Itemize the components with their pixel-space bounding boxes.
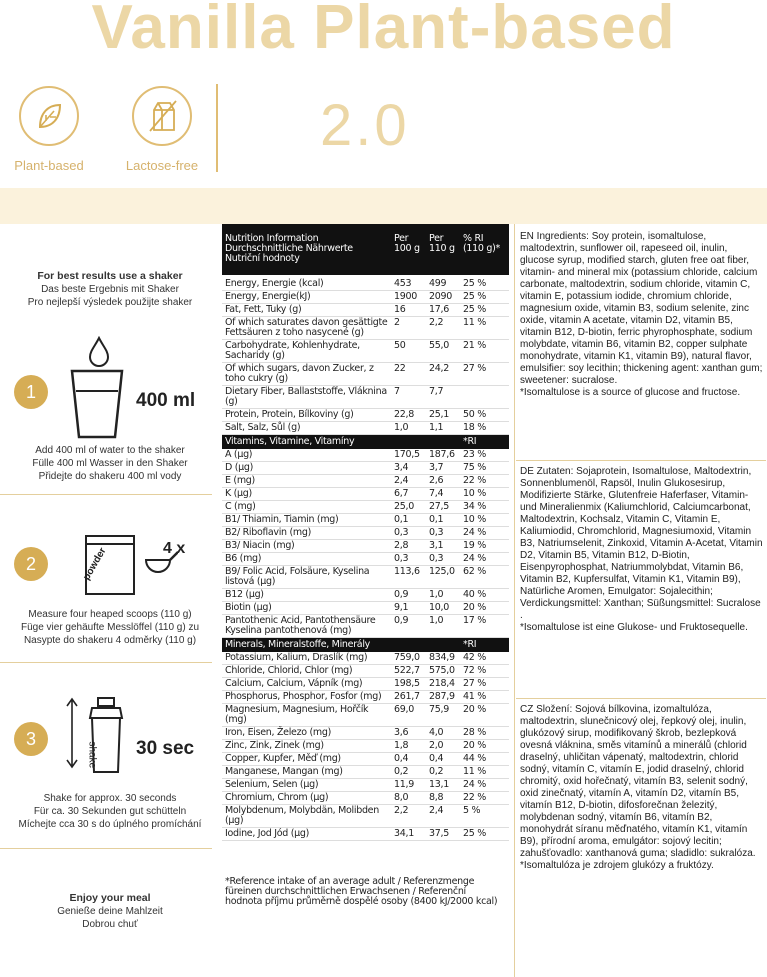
feature-plant-based — [4, 86, 94, 173]
value-per-110g: 27,5 — [429, 501, 449, 512]
value-per-100g: 22 — [394, 363, 406, 374]
enjoy-cz: Dobrou chuť — [82, 919, 138, 930]
nutrient-name: Copper, Kupfer, Měď (mg) — [225, 753, 341, 764]
value-per-100g: 0,3 — [394, 553, 409, 564]
col-per-110-unit: 110 g — [429, 243, 455, 254]
value-per-100g: 113,6 — [394, 566, 420, 577]
nutrition-row — [222, 304, 509, 317]
value-per-110g: 187,6 — [429, 449, 455, 460]
value-per-110g: 10,0 — [429, 602, 449, 613]
step-3-en: Shake for approx. 30 seconds — [43, 793, 177, 804]
value-per-110g: 575,0 — [429, 665, 455, 676]
cup-icon — [68, 367, 126, 441]
nutrient-name: Chloride, Chlorid, Chlor (mg) — [225, 665, 353, 676]
shake-label: shake — [86, 741, 98, 769]
value-ri: 22 % — [463, 792, 486, 803]
value-per-110g: 1,1 — [429, 422, 444, 433]
value-per-110g: 13,1 — [429, 779, 449, 790]
leaf-icon — [19, 86, 79, 146]
nutrition-title-en: Nutrition Information — [225, 233, 319, 244]
nutrient-name: Salt, Salz, Sůl (g) — [225, 422, 301, 433]
ingredients-de-note: *Isomaltulose ist eine Glukose- und Fruktosequelle. — [520, 622, 748, 633]
nutrition-row — [222, 727, 509, 740]
nutrient-name: Calcium, Calcium, Vápník (mg) — [225, 678, 363, 689]
value-per-110g: 25,1 — [429, 409, 449, 420]
product-version: 2.0 — [320, 93, 410, 158]
vitamins-header — [222, 435, 509, 449]
value-ri: 10 % — [463, 488, 486, 499]
scoop-count: 4 x — [163, 540, 186, 557]
value-per-100g: 2,2 — [394, 805, 409, 816]
water-drop-icon — [86, 336, 112, 368]
value-per-110g: 24,2 — [429, 363, 449, 374]
nutrition-row — [222, 828, 509, 841]
col-per-100-unit: 100 g — [394, 243, 420, 254]
nutrition-row — [222, 462, 509, 475]
feature-label: Plant-based — [14, 158, 84, 173]
nutrition-row — [222, 740, 509, 753]
value-per-100g: 9,1 — [394, 602, 409, 613]
nutrient-name: Of which sugars, davon Zucker, z toho cukry (g) — [225, 363, 374, 384]
step-3-de: Für ca. 30 Sekunden gut schütteln — [33, 806, 187, 817]
value-per-110g: 0,4 — [429, 753, 444, 764]
nutrient-name: A (µg) — [225, 449, 253, 460]
nutrient-name: Of which saturates davon gesättigte Fettsäuren z toho nasycené (g) — [225, 317, 388, 338]
nutrition-row — [222, 678, 509, 691]
nutrient-name: Biotin (µg) — [225, 602, 272, 613]
nutrient-name: Pantothenic Acid, Pantothensäure Kyselina pantothenová (mg) — [225, 615, 376, 636]
nutrition-row — [222, 278, 509, 291]
step-2-de: Füge vier gehäufte Messlöffel (110 g) zu — [20, 622, 200, 633]
value-ri: 41 % — [463, 691, 486, 702]
value-ri: 62 % — [463, 566, 486, 577]
nutrition-row — [222, 449, 509, 462]
nutrient-name: Iron, Eisen, Železo (mg) — [225, 727, 332, 738]
nutrition-row — [222, 340, 509, 363]
value-per-110g: 2090 — [429, 291, 452, 302]
value-ri: 20 % — [463, 740, 486, 751]
value-per-110g: 834,9 — [429, 652, 455, 663]
nutrition-row — [222, 553, 509, 566]
nutrition-row — [222, 652, 509, 665]
nutrient-name: Dietary Fiber, Ballaststoffe, Vláknina (g) — [225, 386, 387, 407]
value-per-110g: 2,6 — [429, 475, 444, 486]
value-per-110g: 218,4 — [429, 678, 455, 689]
value-per-100g: 2 — [394, 317, 400, 328]
nutrient-name: Energy, Energie(kJ) — [225, 291, 311, 302]
shaker-hint-cz: Pro nejlepší výsledek použijte shaker — [27, 297, 193, 308]
value-per-110g: 3,1 — [429, 540, 444, 551]
nutrition-row — [222, 527, 509, 540]
shaker-hint-de: Das beste Ergebnis mit Shaker — [41, 284, 179, 295]
value-ri: 28 % — [463, 727, 486, 738]
nutrient-name: B6 (mg) — [225, 553, 262, 564]
value-ri: 20 % — [463, 704, 486, 715]
nutrition-row — [222, 540, 509, 553]
vitamin-rows — [222, 449, 509, 638]
value-ri: 17 % — [463, 615, 486, 626]
ingredients-cz-note: *Isomaltulóza je zdrojem glukózy a fruktózy. — [520, 860, 714, 871]
col-ri-label: % RI — [463, 233, 484, 244]
nutrition-row — [222, 501, 509, 514]
minerals-title: Minerals, Mineralstoffe, Minerály — [225, 639, 370, 650]
feature-lactose-free — [117, 86, 207, 173]
nutrition-row — [222, 566, 509, 589]
value-ri: 20 % — [463, 602, 486, 613]
value-per-110g: 125,0 — [429, 566, 455, 577]
nutrition-row — [222, 602, 509, 615]
step-3-badge: 3 — [14, 722, 48, 756]
value-per-100g: 3,4 — [394, 462, 409, 473]
vitamins-ri: *RI — [463, 436, 477, 447]
step-1-de: Fülle 400 ml Wasser in den Shaker — [32, 458, 188, 469]
value-ri: 72 % — [463, 665, 486, 676]
nutrition-row — [222, 386, 509, 409]
value-per-100g: 522,7 — [394, 665, 420, 676]
nutrient-name: Carbohydrate, Kohlenhydrate, Sacharidy (g) — [225, 340, 360, 361]
value-ri: 44 % — [463, 753, 486, 764]
nutrition-row — [222, 792, 509, 805]
value-per-100g: 0,1 — [394, 514, 409, 525]
value-per-110g: 1,0 — [429, 589, 444, 600]
minerals-ri: *RI — [463, 639, 477, 650]
value-per-100g: 261,7 — [394, 691, 420, 702]
value-ri: 27 % — [463, 678, 486, 689]
nutrition-row — [222, 665, 509, 678]
step-1-amount: 400 ml — [136, 390, 196, 411]
value-ri: 24 % — [463, 553, 486, 564]
shaker-hint-title: For best results use a shaker — [37, 270, 183, 282]
value-per-110g: 499 — [429, 278, 447, 289]
value-per-110g: 0,3 — [429, 553, 444, 564]
value-per-100g: 25,0 — [394, 501, 414, 512]
divider — [0, 662, 212, 663]
nutrition-row — [222, 691, 509, 704]
nutrition-row — [222, 409, 509, 422]
step-2-text — [0, 608, 220, 647]
value-per-110g: 4,0 — [429, 727, 444, 738]
step-1-en: Add 400 ml of water to the shaker — [35, 445, 185, 456]
value-ri: 5 % — [463, 805, 481, 816]
step-1-badge: 1 — [14, 375, 48, 409]
value-per-100g: 1,0 — [394, 422, 409, 433]
step-3-time: 30 sec — [136, 738, 195, 759]
step-2-cz: Nasypte do shakeru 4 odměrky (110 g) — [23, 635, 197, 646]
value-per-100g: 2,4 — [394, 475, 409, 486]
shaker-hint — [0, 270, 220, 309]
value-per-100g: 22,8 — [394, 409, 414, 420]
nutrition-row — [222, 779, 509, 792]
nutrient-name: Iodine, Jod Jód (µg) — [225, 828, 310, 839]
value-per-100g: 6,7 — [394, 488, 409, 499]
nutrition-row — [222, 766, 509, 779]
value-per-100g: 0,2 — [394, 766, 409, 777]
nutrient-name: Magnesium, Magnesium, Hořčík (mg) — [225, 704, 369, 725]
value-per-110g: 2,0 — [429, 740, 444, 751]
value-ri: 40 % — [463, 589, 486, 600]
divider — [0, 494, 212, 495]
enjoy-text — [0, 892, 220, 931]
nutrient-name: Protein, Protein, Bílkoviny (g) — [225, 409, 354, 420]
nutrition-footnote: *Reference intake of an average adult / Referenzmenge füreinen durchschnittlichen Erwachsenen / Referenční hodnota příjmu průměrně dospělé osoby (8400 kJ/2000 kcal) — [225, 876, 498, 907]
value-ri: 25 % — [463, 828, 486, 839]
value-per-100g: 453 — [394, 278, 412, 289]
nutrition-row — [222, 704, 509, 727]
ingredients-en — [520, 231, 764, 399]
value-per-100g: 69,0 — [394, 704, 414, 715]
enjoy-en: Enjoy your meal — [69, 892, 151, 904]
value-ri: 25 % — [463, 278, 486, 289]
value-ri: 23 % — [463, 449, 486, 460]
nutrition-row — [222, 514, 509, 527]
value-per-100g: 0,9 — [394, 589, 409, 600]
value-per-110g: 3,7 — [429, 462, 444, 473]
nutrient-name: B3/ Niacin (mg) — [225, 540, 295, 551]
ingredients-cz-text: CZ Složení: Sojová bílkovina, izomaltulóza, maltodextrin, slunečnicový olej, řepkový olej, inulin, glukózový sirup, modifikovaný škrob, bezlepková ovesná vláknina, směs vitamínů a minerálů (chlorid draselný, uhličitan vápenatý, maltodextrin, chlorid sodný, vitamín C, vitamín E, jodid draselný, chlorid chromitý, oxid hořečnatý, vitamín B3, selenit sodný, oxid zinečnatý, vitamín A, vitamín D2, vitamín B5, vitamín B12, D-biotin, difosforečnan železitý, molybdenan sodný, vitamín B6, vitamín B2, monohydrát síranu měďnatého, vitamín K1, vitamín B9), přírodní aroma, emulgátor: sojový lecitin; zahušťovadlo: xanthanová guma; sladidlo: sukralóza. — [520, 704, 756, 859]
value-ri: 10 % — [463, 514, 486, 525]
nutrition-row — [222, 615, 509, 638]
nutrition-row — [222, 291, 509, 304]
value-ri: 42 % — [463, 652, 486, 663]
ingredients-cz — [520, 704, 764, 872]
nutrition-row — [222, 475, 509, 488]
value-per-110g: 0,1 — [429, 514, 444, 525]
value-per-100g: 759,0 — [394, 652, 420, 663]
value-ri: 34 % — [463, 501, 486, 512]
nutrient-name: B9/ Folic Acid, Folsäure, Kyselina listová (µg) — [225, 566, 370, 587]
step-3-text — [0, 792, 220, 831]
col-per-110-label: Per — [429, 233, 444, 244]
step-1-text — [0, 444, 220, 483]
value-per-100g: 0,9 — [394, 615, 409, 626]
value-per-100g: 3,6 — [394, 727, 409, 738]
nutrient-name: B12 (µg) — [225, 589, 264, 600]
mineral-rows — [222, 652, 509, 841]
value-ri: 18 % — [463, 422, 486, 433]
preparation-instructions — [0, 224, 220, 977]
divider — [216, 84, 218, 172]
nutrition-row — [222, 805, 509, 828]
value-ri: 11 % — [463, 317, 486, 328]
value-ri: 25 % — [463, 291, 486, 302]
nutrition-row — [222, 317, 509, 340]
ingredients-en-note: *Isomaltulose is a source of glucose and fructose. — [520, 387, 741, 398]
value-per-100g: 170,5 — [394, 449, 420, 460]
nutrient-name: B1/ Thiamin, Tiamin (mg) — [225, 514, 339, 525]
ingredients-en-text: EN Ingredients: Soy protein, isomaltulose, maltodextrin, sunflower oil, rapeseed oil, inulin, glucose syrup, modified starch, gluten free oat fiber, vitamin- and mineral mix (potassium chloride, calcium carbonate, maltodextrin, sodium chloride, vitamin C, vitamin E, potassium iodide, chromium chloride, magnesium oxide, vitamin B3, sodium selenite, zinc oxide, vitamin A acetate, vitamin D2, vitamin B5, vitamin B12, D-biotin, ferric phyrophosphate, sodium molybdate, vitamin B6, vitamin B2, copper sulphate monohydrate, vitamin K1, vitamin B9), natural flavor, emulsifier: soy lecithin; thickening agent: xanthan gum; sweetener: sucralose. — [520, 231, 763, 386]
value-per-100g: 1,8 — [394, 740, 409, 751]
nutrition-row — [222, 753, 509, 766]
value-per-110g: 75,9 — [429, 704, 449, 715]
shake-arrow-icon — [64, 696, 80, 770]
value-ri: 21 % — [463, 340, 486, 351]
value-ri: 19 % — [463, 540, 486, 551]
value-per-110g: 7,4 — [429, 488, 444, 499]
nutrient-name: Chromium, Chrom (µg) — [225, 792, 329, 803]
value-per-110g: 2,2 — [429, 317, 444, 328]
step-3-cz: Míchejte cca 30 s do úplného promíchání — [18, 819, 202, 830]
value-per-110g: 17,6 — [429, 304, 449, 315]
col-ri-unit: (110 g)* — [463, 243, 500, 254]
nutrition-table-header — [222, 224, 509, 275]
nutrition-title-de: Durchschnittliche Nährwerte — [225, 243, 353, 254]
value-per-100g: 0,4 — [394, 753, 409, 764]
feature-label: Lactose-free — [125, 158, 199, 173]
nutrient-name: Energy, Energie (kcal) — [225, 278, 324, 289]
nutrient-name: Molybdenum, Molybdän, Molibden (µg) — [225, 805, 379, 826]
nutrient-name: Manganese, Mangan (mg) — [225, 766, 343, 777]
value-ri: 27 % — [463, 363, 486, 374]
step-2-badge: 2 — [14, 547, 48, 581]
value-per-110g: 8,8 — [429, 792, 444, 803]
value-per-100g: 1900 — [394, 291, 417, 302]
nutrient-name: Phosphorus, Phosphor, Fosfor (mg) — [225, 691, 382, 702]
nutrient-name: K (µg) — [225, 488, 252, 499]
value-per-100g: 34,1 — [394, 828, 414, 839]
value-per-110g: 0,2 — [429, 766, 444, 777]
value-per-100g: 0,3 — [394, 527, 409, 538]
divider — [516, 698, 766, 699]
accent-band — [0, 188, 767, 224]
nutrient-name: E (mg) — [225, 475, 255, 486]
nutrition-table — [222, 224, 509, 907]
step-2-en: Measure four heaped scoops (110 g) — [28, 609, 192, 620]
powder-label: powder — [81, 545, 109, 583]
ingredients-de — [520, 466, 764, 634]
value-per-100g: 16 — [394, 304, 406, 315]
value-per-110g: 55,0 — [429, 340, 449, 351]
nutrient-name: Selenium, Selen (µg) — [225, 779, 319, 790]
value-ri: 25 % — [463, 304, 486, 315]
value-per-110g: 0,3 — [429, 527, 444, 538]
nutrition-row — [222, 422, 509, 435]
nutrition-main-rows — [222, 278, 509, 435]
nutrient-name: B2/ Riboflavin (mg) — [225, 527, 311, 538]
value-per-110g: 7,7 — [429, 386, 444, 397]
value-per-100g: 50 — [394, 340, 406, 351]
product-title: Vanilla Plant-based — [91, 0, 676, 62]
milk-carton-icon — [132, 86, 192, 146]
nutrition-row — [222, 363, 509, 386]
vitamins-title: Vitamins, Vitamine, Vitamíny — [225, 436, 355, 447]
value-per-110g: 37,5 — [429, 828, 449, 839]
nutrient-name: Zinc, Zink, Zinek (mg) — [225, 740, 324, 751]
value-ri: 75 % — [463, 462, 486, 473]
value-per-100g: 8,0 — [394, 792, 409, 803]
value-per-110g: 287,9 — [429, 691, 455, 702]
minerals-header — [222, 638, 509, 652]
nutrient-name: D (µg) — [225, 462, 254, 473]
nutrient-name: C (mg) — [225, 501, 256, 512]
value-ri: 24 % — [463, 779, 486, 790]
nutrition-title-cz: Nutriční hodnoty — [225, 253, 300, 264]
divider — [514, 224, 515, 977]
value-ri: 11 % — [463, 766, 486, 777]
nutrition-row — [222, 488, 509, 501]
col-per-100-label: Per — [394, 233, 409, 244]
enjoy-de: Genieße deine Mahlzeit — [57, 906, 163, 917]
value-per-100g: 2,8 — [394, 540, 409, 551]
value-per-100g: 7 — [394, 386, 400, 397]
value-ri: 24 % — [463, 527, 486, 538]
nutrient-name: Potassium, Kalium, Draslík (mg) — [225, 652, 368, 663]
value-per-110g: 2,4 — [429, 805, 444, 816]
nutrient-name: Fat, Fett, Tuky (g) — [225, 304, 302, 315]
value-per-110g: 1,0 — [429, 615, 444, 626]
value-ri: 50 % — [463, 409, 486, 420]
value-per-100g: 11,9 — [394, 779, 414, 790]
divider — [0, 848, 212, 849]
nutrition-row — [222, 589, 509, 602]
value-per-100g: 198,5 — [394, 678, 420, 689]
step-1-cz: Přidejte do shakeru 400 ml vody — [38, 471, 182, 482]
ingredients-de-text: DE Zutaten: Sojaprotein, Isomaltulose, Maltodextrin, Sonnenblumenöl, Rapsöl, Inulin Glukosesirup, Modifizierte Stärke, Glutenfreie Haferfaser, Vitamin- und Mineralienmix (Kaliumchlorid, Calciumcarbonat, Maltodextrin, Kochsalz, Vitamin C, Vitamin E, Kaliumiodid, Chromchlorid, Magnesiumoxid, Vitamin B3, Natriumselenit, Zinkoxid, Vitamin A-Acetat, Vitamin D2, Vitamin B5, Vitamin B12, D-Biotin, Eisenpyrophosphat, Natriummolybdat, Vitamin B6, Vitamin B2, Kupfersulfat, Vitamin K1, Vitamin B9), Natürliche Aromen, Emulgator: Sojalecithin; Verdickungsmittel: Xanthan; Süßungsmittel: Sucralose . — [520, 466, 763, 621]
divider — [516, 460, 766, 461]
value-ri: 22 % — [463, 475, 486, 486]
